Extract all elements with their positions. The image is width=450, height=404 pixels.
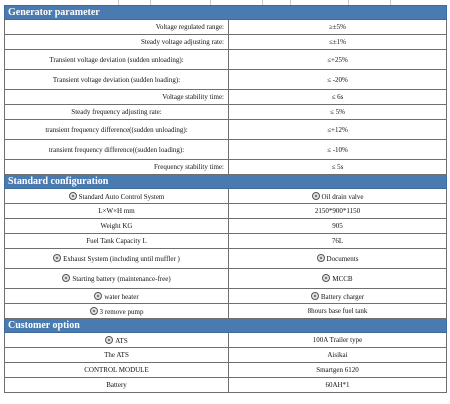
table-row [5,120,447,140]
gear-icon [322,274,330,282]
option-value: Smartgen 6120 [229,363,447,378]
table-row [5,70,447,90]
param-label: Frequency stability time: [5,160,229,175]
param-value: ≤±1% [229,35,447,50]
config-item: Weight KG [5,219,229,234]
config-item: 3 remove pump [5,304,229,319]
param-label: Steady voltage adjusting rate: [5,35,229,50]
gear-icon [53,254,61,262]
table-row [5,348,447,363]
section-title: Generator parameter [5,6,447,20]
section-title: Standard configuration [5,175,447,189]
gear-icon [69,192,77,200]
config-value: 76L [229,234,447,249]
gear-icon [94,292,102,300]
option-item: CONTROL MODULE [5,363,229,378]
table-row [5,304,447,319]
option-value: Aisikai [229,348,447,363]
option-value: 60AH*1 [229,378,447,393]
table-row [5,160,447,175]
table-row [5,90,447,105]
option-value: 100A Trailer type [229,333,447,348]
param-label: Transient voltage deviation (sudden loading): [5,70,229,90]
config-value: 8hours base fuel tank [229,304,447,319]
param-value: ≤ -20% [229,70,447,90]
option-item: ATS [5,333,229,348]
config-item: Standard Auto Control System [5,189,229,204]
section-header-standard [5,175,447,189]
config-item: L×W×H mm [5,204,229,219]
table-row [5,35,447,50]
param-label: transient frequency difference((sudden loading): [5,140,229,160]
param-value: ≤ -10% [229,140,447,160]
table-row [5,249,447,269]
gear-icon [311,292,319,300]
option-item: Battery [5,378,229,393]
table-row [5,20,447,35]
table-row [5,204,447,219]
param-label: Transient voltage deviation (sudden unloading): [5,50,229,70]
config-item: water heater [5,289,229,304]
param-label: Steady frequency adjusting rate: [5,105,229,120]
config-item: Battery charger [229,289,447,304]
spec-table [4,5,447,393]
param-value: ≤+25% [229,50,447,70]
param-value: ≤+12% [229,120,447,140]
param-value: ≥±5% [229,20,447,35]
table-row [5,269,447,289]
gear-icon [105,336,113,344]
config-value: 905 [229,219,447,234]
config-value: 2150*900*1150 [229,204,447,219]
table-row [5,105,447,120]
gear-icon [317,254,325,262]
config-item: Exhaust System (including until muffler ) [5,249,229,269]
param-value: ≤ 6s [229,90,447,105]
config-item: Fuel Tank Capacity L [5,234,229,249]
param-label: transient frequency difference((sudden unloading): [5,120,229,140]
gear-icon [312,192,320,200]
table-row [5,189,447,204]
gear-icon [90,307,98,315]
param-label: Voltage regulated range: [5,20,229,35]
param-label: Voltage stability time: [5,90,229,105]
section-title: Customer option [5,319,447,333]
table-row [5,140,447,160]
param-value: ≤ 5s [229,160,447,175]
table-row [5,219,447,234]
config-item: MCCB [229,269,447,289]
config-item: Starting battery (maintenance-free) [5,269,229,289]
table-row [5,50,447,70]
table-row [5,234,447,249]
table-row [5,333,447,348]
table-row [5,378,447,393]
param-value: ≤ 5% [229,105,447,120]
table-row [5,289,447,304]
section-header-customer [5,319,447,333]
table-row [5,363,447,378]
section-header-generator [5,6,447,20]
option-item: The ATS [5,348,229,363]
config-item: Oil drain valve [229,189,447,204]
config-item: Documents [229,249,447,269]
gear-icon [62,274,70,282]
